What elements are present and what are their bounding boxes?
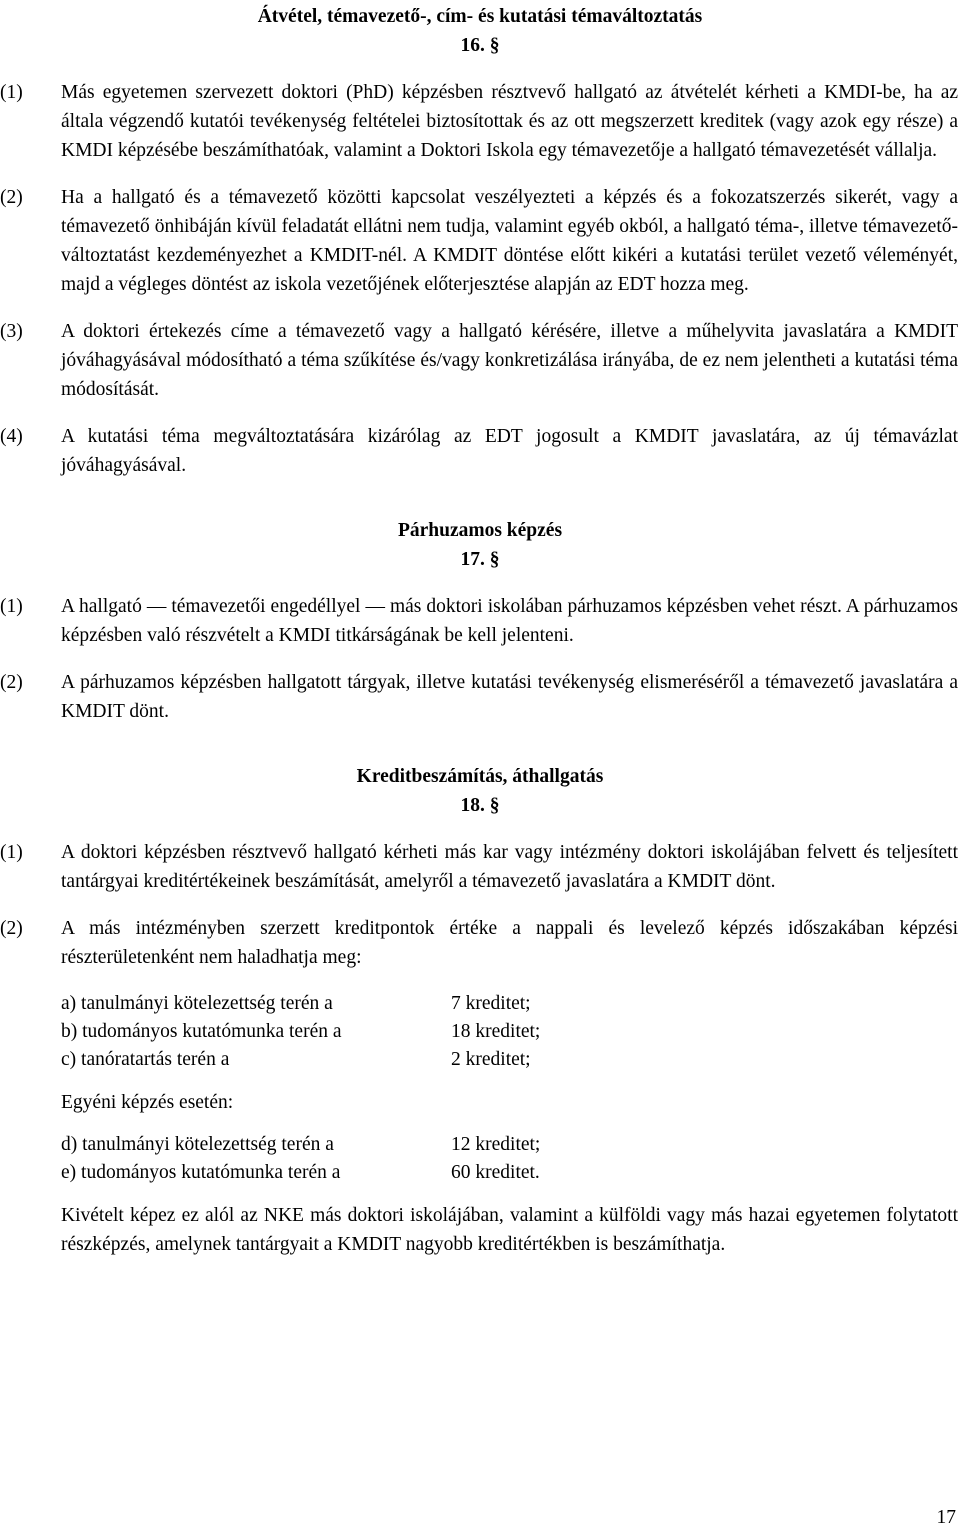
paragraph-text: A párhuzamos képzésben hallgatott tárgyak, illetve kutatási tevékenység elismeréséről a témavezető javaslatára a KMDIT dönt. (61, 672, 958, 722)
credit-label: e) tudományos kutatómunka terén a (61, 1162, 341, 1183)
section-title: Párhuzamos képzés (397, 520, 563, 541)
section-number: 16. § (460, 35, 500, 56)
paragraph (0, 78, 960, 165)
paragraph-text: A doktori képzésben résztvevő hallgató kérheti más kar vagy intézmény doktori iskolájában felvett és teljesített tantárgyai kreditértékeinek beszámítását, amelyről a témavezető javaslatára a KMDIT dönt. (61, 842, 958, 892)
paragraph (0, 914, 960, 972)
section-17 (0, 516, 960, 726)
paragraph (0, 183, 960, 299)
paragraph (0, 317, 960, 404)
list-item (61, 1159, 960, 1187)
credit-label: d) tanulmányi kötelezettség terén a (61, 1134, 334, 1155)
section-18 (0, 762, 960, 1259)
credit-label: c) tanóratartás terén a (61, 1049, 230, 1070)
paragraph (0, 838, 960, 896)
credit-value: 60 kreditet. (451, 1162, 540, 1183)
paragraph-number: (4) (0, 426, 23, 447)
paragraph-number: (1) (0, 842, 23, 863)
credit-label: a) tanulmányi kötelezettség terén a (61, 993, 333, 1014)
paragraph (0, 422, 960, 480)
paragraph-text: Más egyetemen szervezett doktori (PhD) képzésben résztvevő hallgató az átvételét kérheti a KMDI-be, ha az általa végzendő kutatói tevékenység feltételei biztosítottak és az ott megszerzett kreditek (vagy azok egy része) a KMDI képzésébe beszámíthatóak, valamint a Doktori Iskola egy témavezetője a hallgató témavezetését vállalja. (61, 82, 958, 161)
paragraph-number: (3) (0, 321, 23, 342)
section-16 (0, 0, 960, 480)
paragraph (0, 592, 960, 650)
paragraph-number: (2) (0, 187, 23, 208)
credit-value: 12 kreditet; (451, 1134, 541, 1155)
paragraph-text: A doktori értekezés címe a témavezető vagy a hallgató kérésére, illetve a műhelyvita javaslatára a KMDIT jóváhagyásával módosítható a téma szűkítése és/vagy konkretizálása irányába, de ez nem jelentheti a kutatási téma módosítását. (61, 321, 958, 400)
list-item (61, 1046, 960, 1074)
credit-list-individual (0, 1131, 960, 1187)
page-number: 17 (936, 1507, 956, 1528)
paragraph-number: (1) (0, 596, 23, 617)
exception-note: Kivételt képez ez alól az NKE más doktori iskolájában, valamint a külföldi vagy más hazai egyetemen folytatott részképzés, amelynek tantárgyait a KMDIT nagyobb kreditértékben is beszámíthatja. (61, 1205, 958, 1255)
paragraph-number: (1) (0, 82, 23, 103)
credit-list-regular (0, 990, 960, 1074)
credit-label: b) tudományos kutatómunka terén a (61, 1021, 342, 1042)
paragraph-text: A kutatási téma megváltoztatására kizárólag az EDT jogosult a KMDIT javaslatára, az új témavázlat jóváhagyásával. (61, 426, 958, 476)
paragraph-text: Ha a hallgató és a témavezető közötti kapcsolat veszélyezteti a képzés és a fokozatszerzés sikerét, vagy a témavezető önhibáján kívül feladatát ellátni nem tudja, valamint egyéb okból, a hallgató téma-, illetve témavezető-változtatást kezdeményezhet a KMDIT-nél. A KMDIT döntése előtt kikéri a kutatási terület vezető véleményét, majd a végleges döntést az iskola vezetőjének előterjesztése alapján az EDT hozza meg. (61, 187, 958, 295)
individual-training-label: Egyéni képzés esetén: (61, 1092, 234, 1113)
paragraph-number: (2) (0, 918, 23, 939)
section-number: 18. § (460, 795, 500, 816)
paragraph-text: A más intézményben szerzett kreditpontok értéke a nappali és levelező képzés időszakában képzési részterületenként nem haladhatja meg: (61, 918, 958, 968)
paragraph (0, 668, 960, 726)
list-item (61, 1018, 960, 1046)
section-title: Kreditbeszámítás, áthallgatás (356, 766, 604, 787)
section-number: 17. § (460, 549, 500, 570)
list-item (61, 1131, 960, 1159)
credit-value: 7 kreditet; (451, 993, 531, 1014)
list-item (61, 990, 960, 1018)
credit-value: 18 kreditet; (451, 1021, 541, 1042)
paragraph-number: (2) (0, 672, 23, 693)
paragraph-text: A hallgató — témavezetői engedéllyel — más doktori iskolában párhuzamos képzésben vehet részt. A párhuzamos képzésben való részvételt a KMDI titkárságának be kell jelenteni. (61, 596, 958, 646)
section-title: Átvétel, témavezető-, cím- és kutatási témaváltoztatás (257, 6, 703, 27)
credit-value: 2 kreditet; (451, 1049, 531, 1070)
